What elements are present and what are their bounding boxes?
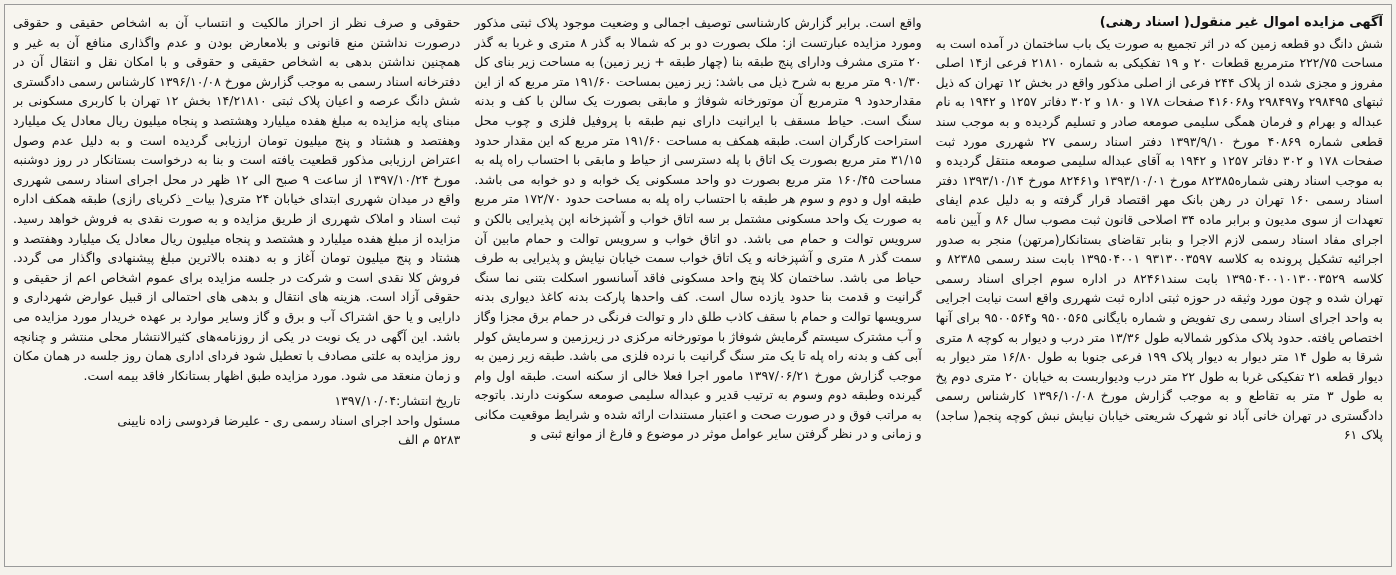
notice-column-1 [936,13,1383,560]
publish-date: تاریخ انتشار:۱۳۹۷/۱۰/۰۴ [334,393,461,409]
notice-columns [5,5,1391,566]
notice-column-1-text: شش دانگ دو قطعه زمین که در اثر تجمیع به صورت یک باب ساختمان در آمده است به مساحت ۲۲۲/۷۵ مترمربع قطعات ۲۰ و ۱۹ تفکیکی به شماره ۲۱۸۱۰ فرعی از۱۴ اصلی مفروز و مجزی شده از پلاک ۲۴۴ فرعی از اصلی مذکور واقع در بخش ۱۲ تهران که ذیل ثبتهای ۲۹۸۴۹۵ و۲۹۸۴۹۷ و۴۱۶۰۶۸ صفحات ۱۷۸ و ۱۸۰ و ۳۰۲ دفاتر ۱۲۵۷ و ۱۹۴۲ به نام عبداله و بهرام و فرمان همگی سلیمی صومعه صادر و تسلیم گردیده و به موجب سند قطعی شماره ۴۰۸۶۹ مورخ ۱۳۹۳/۹/۱۰ دفتر اسناد رسمی ۲۷ شهرری مورد ثبت صفحات ۱۷۸ و ۳۰۲ دفاتر ۱۲۵۷ و ۱۹۴۲ به آقای عبداله سلیمی صومعه منتقل گردیده و به موجب اسناد رهنی شماره۸۲۳۸۵ مورخ ۱۳۹۳/۱۰/۰۱ و۸۲۴۶۱ مورخ ۱۳۹۳/۱۰/۱۴ دفتر اسناد رسمی ۱۶۰ تهران در رهن بانک مهر اقتصاد قرار گرفته و به دلیل عدم ایفای تعهدات از سوی مدیون و برابر ماده ۳۴ اصلاحی قانون ثبت مصوب سال ۸۶ و آیین نامه اجرای مفاد اسناد رسمی لازم الاجرا و بنابر تقاضای بستانکار(مرتهن) منجر به صدور اجرائیه تشکیل پرونده به کلاسه ۹۳۱۳۰۰۳۵۹۷ ۱۳۹۵۰۴۰۰۱ بابت سند رسمی ۸۲۳۸۵ و کلاسه ۱۳۹۵۰۴۰۰۱۰۱۳۰۰۳۵۲۹ بابت سند۸۲۴۶۱ در اداره سوم اجرای اسناد رسمی تهران شده و چون مورد وثیقه در حوزه ثبتی اداره ثبت شهرری واقع است نیابت اجرایی به واحد اجرای اسناد رسمی ری تفویض و شماره بایگانی ۹۵۰۰۵۶۵ و۹۵۰۰۵۶۴ برای آنها اختصاص یافته. حدود پلاک مذکور شمالابه طول ۱۳/۳۶ متر درب و دیوار به کوچه ۸ متری شرقا به طول ۱۴ متر دیوار به دیوار پلاک ۱۹۹ فرعی جنوبا به طول ۱۶/۸۰ متر دیوار به دیوار قطعه ۲۱ تفکیکی غربا به طول ۲۲ متر درب ودیواربست به خیابان ۲۰ متری دوم پخ به طول ۳ متر به تقاطع و به موجب گزارش مورخ ۱۳۹۶/۱۰/۰۸ کارشناس رسمی دادگستری در تهران خانی آباد نو شهرک شریعتی خیابان نیایش نبش کوچه پنجم( ساجد) پلاک ۶۱ [935,35,1383,443]
signature-line: مسئول واحد اجرای اسناد رسمی ری - علیرضا فردوسی زاده نایینی [117,412,461,428]
notice-footer [13,391,460,450]
notice-column-3-text: حقوقی و صرف نظر از احراز مالکیت و انتساب آن به اشخاص حقیقی و حقوقی درصورت نداشتن منع قانونی و بلامعارض بودن و عدم واگذاری منافع آن به غیر و همچنین نداشتن بدهی به اشخاص حقیقی و حقوقی و با امکان نقل و انتقال آن در دفترخانه اسناد رسمی به موجب گزارش مورخ ۱۳۹۶/۱۰/۰۸ کارشناس رسمی دادگستری شش دانگ عرصه و اعیان پلاک ثبتی ۱۴/۲۱۸۱۰ بخش ۱۲ تهران با کاربری مسکونی بر مبنای پایه مزایده به مبلغ هفده میلیارد وهشتصد و پنجاه میلیون ریال معادل یک میلیارد وهفتصد و هشتاد و پنج میلیون تومان ارزیابی گردیده است و به دلیل عدم وصول اعتراض ارزیابی مذکور قطعیت یافته است و بنا به درخواست بستانکار در روز دوشنبه مورخ ۱۳۹۷/۱۰/۲۴ از ساعت ۹ صبح الی ۱۲ ظهر در محل اجرای اسناد رسمی شهرری واقع در میدان شهرری ابتدای خیابان ۲۴ متری( بیات_ ذکریای رازی) طبقه همکف اداره ثبت اسناد و املاک شهرری از طریق مزایده و به صورت نقدی به فروش خواهد رسید. مزایده از مبلغ هفده میلیارد و هشتصد و پنجاه میلیون ریال معادل یک میلیارد وهفتصد و هشتاد و پنج میلیون تومان آغاز و به دهنده بالاترین مبلغ پیشنهادی واگذار می گردد. فروش کلا نقدی است و شرکت در جلسه مزایده برای عموم اشخاص اعم از حقیقی و حقوقی آزاد است. هزینه های انتقال و بدهی های احتمالی از قبیل عوارض شهرداری و دارایی و یا حق اشتراک آب و برق و گاز وسایر موارد بر عهده خریدار مورد مزایده می باشد. این آگهی در یک نوبت در یکی از روزنامه‌های کثیرالانتشار محلی منتشر و چنانچه روز مزایده به علتی مصادف با تعطیل شود فردای اداری همان روز جلسه در همان مکان و زمان منعقد می شود. مورد مزایده طبق اظهار بستانکار فاقد بیمه است. [13,15,461,383]
notice-column-2-text: واقع است. برابر گزارش کارشناسی توصیف اجمالی و وضعیت موجود پلاک ثبتی مذکور ومورد مزایده عبارتست از: ملک بصورت دو بر که شمالا به گذر ۸ متری و غربا به گذر ۲۰ متری مشرف ودارای پنج طبقه بنا (چهار طبقه + زیر زمین) به مساحت زیر بنای کل ۹۰۱/۳۰ متر مربع به شرح ذیل می باشد: زیر زمین بمساحت ۱۹۱/۶۰ متر مربع که از این مقدارحدود ۹ مترمربع آن موتورخانه شوفاژ و مابقی بصورت یک سالن با کف و بدنه سنگ است. حیاط مسقف با ایرانیت دارای نیم طبقه با پروفیل فلزی و چوب محل استراحت کارگران است. طبقه همکف به مساحت ۱۹۱/۶۰ متر مربع که این مقدار حدود ۳۱/۱۵ متر مربع بصورت یک اتاق با پله دسترسی از حیاط و مابقی با احتساب راه پله به مساحت ۱۶۰/۴۵ متر مربع بصورت دو واحد مسکونی یک خوابه و دو خوابه می باشد. طبقه اول و دوم و سوم هر طبقه با احتساب راه پله به مساحت حدود ۱۷۲/۷۰ متر مربع به صورت یک واحد مسکونی مشتمل بر سه اتاق خواب و آشپزخانه اپن پذیرایی بالکن و سرویس توالت و حمام می باشد. دو اتاق خواب و سرویس توالت و حمام مابین آن سمت گذر ۸ متری و آشپزخانه و یک اتاق خواب سمت خیابان نیایش و پذیرایی به طرف حیاط می باشد. ساختمان کلا پنج واحد مسکونی فاقد آسانسور اسکلت بتنی نما سنگ گرانیت و قدمت بنا حدود یازده سال است. کف واحدها پارکت بدنه کاغذ دیواری بدنه سرویسها توالت و حمام با سقف کاذب طلق دار و توالت فرنگی در حمام برق مجزا وگاز و آب مشترک سیستم گرمایش شوفاژ با موتورخانه مرکزی در زیرزمین و سرمایش کولر آبی کف و بدنه راه پله تا یک متر سنگ گرانیت با نرده فلزی می باشد. طبقه زیر زمین به موجب گزارش مورخ ۱۳۹۷/۰۶/۲۱ مامور اجرا فعلا خالی از سکنه است. طبقه اول وام گیرنده وطبقه دوم وسوم به ترتیب قدیر و عبداله سلیمی صومعه سکونت دارند. باتوجه به مراتب فوق و در صورت صحت و اعتبار مستندات ارائه شده و شرایط موقعیت مکانی و زمانی و در نظر گرفتن سایر عوامل موثر در موضوع و فارغ از موانع ثبتی و [474,15,922,442]
notice-title: آگهی مزایده اموال غیر منقول( اسناد رهنی) [1099,15,1383,30]
auction-notice-page [4,4,1392,567]
notice-column-3 [13,13,460,560]
notice-column-2 [474,13,921,560]
notice-code: ۵۲۸۳ م الف [398,432,461,448]
